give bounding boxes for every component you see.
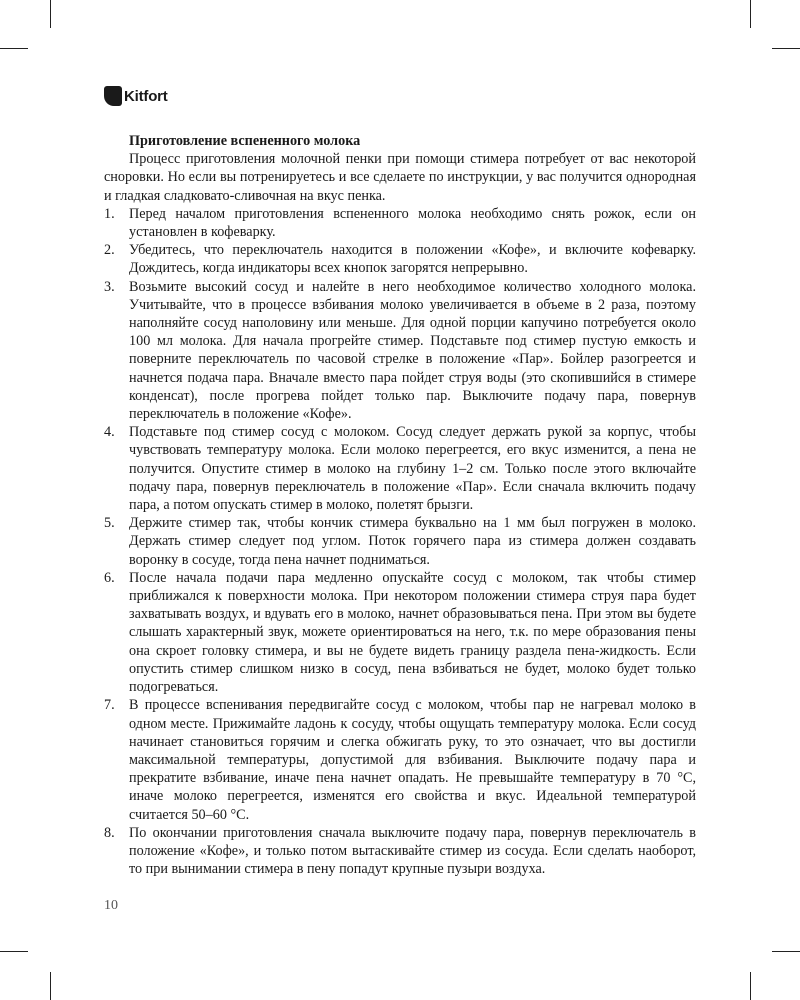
step-number: 7. [104, 697, 115, 714]
crop-mark [750, 0, 751, 28]
step-text: После начала подачи пара медленно опускайте сосуд с молоком, так чтобы стимер приближался к поверхности молока. При некотором положении стимера струя пара будет захватывать воздух, и вдувать его в молоко, начнет образовываться пена. При этом вы будете слышать характерный звук, можете ориентироваться на него, т.к. по мере образования пены она скроет головку стимера, и вы не будете видеть границу раздела пена-жидкость. Если опустить стимер слишком низко в сосуд, пена взбиваться не будет, молоко будет только подогреваться. [129, 569, 696, 696]
crop-mark [772, 48, 800, 49]
list-item [104, 696, 696, 823]
crop-mark [772, 951, 800, 952]
step-text: Подставьте под стимер сосуд с молоком. Сосуд следует держать рукой за корпус, чтобы чувствовать температуру молока. Если молоко перегреется, его вкус изменится, а пена не получится. Опустите стимер в молоко на глубину 1–2 см. Только после этого включайте подачу пара, повернув переключатель в положение «Пар». Если сначала включить подачу пара, а потом опускать стимер в молоко, полетят брызги. [129, 424, 696, 514]
step-number: 4. [104, 424, 115, 441]
crop-mark [0, 951, 28, 952]
step-number: 5. [104, 515, 115, 532]
step-text: В процессе вспенивания передвигайте сосуд с молоком, чтобы пар не нагревал молоко в одном месте. Прижимайте ладонь к сосуду, чтобы ощущать температуру молока. Если сосуд начинает становиться горячим и слегка обжигать руку, то это означает, что вы достигли максимальной температуры, допустимой для взбивания. Выключите подачу пара и прекратите взбивание, иначе пена начнет опадать. Не превышайте температуру в 70 °C, иначе молоко перегреется, изменятся его свойства и вкус. Идеальной температурой считается 50–60 °C. [129, 697, 696, 823]
step-text: Перед началом приготовления вспененного молока необходимо снять рожок, если он установлен в кофеварку. [129, 205, 696, 241]
step-number: 2. [104, 242, 115, 259]
list-item [104, 824, 696, 879]
steps-list [104, 205, 696, 879]
step-text: По окончании приготовления сначала выключите подачу пара, повернув переключатель в положение «Кофе», и только потом вытаскивайте стимер из сосуда. Если сделать наоборот, то при вынимании стимера в пену попадут крупные пузыри воздуха. [129, 824, 696, 878]
list-item [104, 278, 696, 424]
step-number: 3. [104, 278, 115, 295]
step-number: 1. [104, 205, 115, 222]
list-item [104, 241, 696, 277]
step-number: 8. [104, 824, 115, 841]
list-item [104, 569, 696, 696]
page-content [104, 132, 696, 878]
brand-logo [104, 86, 168, 106]
list-item [104, 514, 696, 569]
section-title: Приготовление вспененного молока [129, 133, 361, 149]
step-number: 6. [104, 569, 115, 586]
kitfort-logo-icon [104, 86, 122, 106]
step-text: Возьмите высокий сосуд и налейте в него необходимое количество холодного молока. Учитывайте, что в процессе взбивания молоко увеличивается в объеме в 2 раза, поэтому наполняйте сосуд наполовину или меньше. Для одной порции капучино потребуется около 100 мл молока. Для начала прогрейте стимер. Подставьте под стимер пустую емкость и поверните переключатель по часовой стрелке в положение «Пар». Бойлер разогреется и начнется подача пара. Вначале вместо пара пойдет струя воды (это скопившийся в стимере конденсат), после прогрева пойдет только пар. Выключите подачу пара, повернув переключатель в положение «Кофе». [129, 278, 696, 423]
list-item [104, 205, 696, 241]
step-text: Убедитесь, что переключатель находится в положении «Кофе», и включите кофеварку. Дождитесь, когда индикаторы всех кнопок загорятся непрерывно. [129, 242, 696, 277]
list-item [104, 423, 696, 514]
page-number: 10 [104, 898, 118, 913]
step-text: Держите стимер так, чтобы кончик стимера буквально на 1 мм был погружен в молоко. Держать стимер следует под углом. Поток горячего пара из стимера должен создавать воронку в сосуде, тогда пена начнет подниматься. [129, 515, 696, 568]
section-intro: Процесс приготовления молочной пенки при помощи стимера потребует от вас некоторой сноровки. Но если вы потренируетесь и все сделаете по инструкции, у вас получится однородная и гладкая сладковато-сливочная на вкус пенка. [104, 151, 696, 204]
crop-mark [0, 48, 28, 49]
brand-name: Kitfort [124, 87, 168, 105]
crop-mark [50, 972, 51, 1000]
crop-mark [750, 972, 751, 1000]
crop-mark [50, 0, 51, 28]
